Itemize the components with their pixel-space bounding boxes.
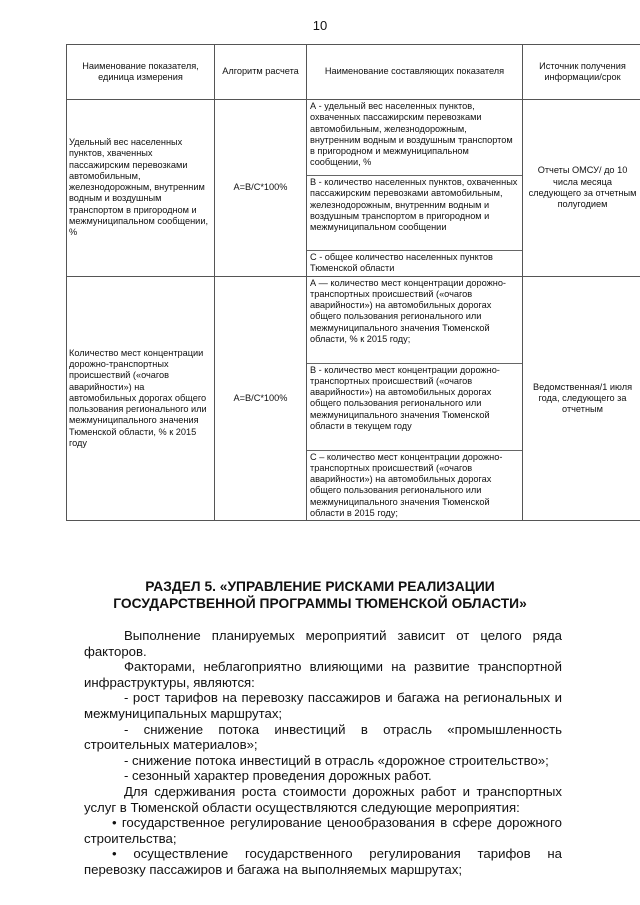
source-cell: Отчеты ОМСУ/ до 10 числа месяца следующего за отчетным полугодием [523,100,640,277]
component-a: А - удельный вес населенных пунктов, охваченных пассажирским перевозками автомобильным, железнодорожным, внутренним водным и воздушным транспортом в пригородном и межмуниципальном сообщении, % [307,100,522,176]
table-header-row [67,45,640,100]
section-title-line-2: ГОСУДАРСТВЕННОЙ ПРОГРАММЫ ТЮМЕНСКОЙ ОБЛАСТИ» [113,596,527,611]
component-a: А — количество мест концентрации дорожно-транспортных происшествий («очагов аварийности») на автомобильных дорогах общего пользования регионального или межмуниципального значения Тюменской области, % к 2015 году; [307,277,522,364]
paragraph: Выполнение планируемых мероприятий зависит от целого ряда факторов. [84,628,562,659]
table-row [67,100,640,277]
list-item: - рост тарифов на перевозку пассажиров и багажа на региональных и межмуниципальных маршрутах; [84,690,562,721]
indicator-name-cell: Количество мест концентрации дорожно-транспортных происшествий («очагов аварийности») на автомобильных дорогах общего пользования регионального или межмуниципального значения Тюменской области, % к 2015 году [67,276,215,521]
component-b: В - количество мест концентрации дорожно-транспортных происшествий («очагов аварийности») на автомобильных дорогах общего пользования регионального или межмуниципального значения Тюменской области в текущем году [307,364,522,451]
paragraph: Факторами, неблагоприятно влияющими на развитие транспортной инфраструктуры, являются: [84,659,562,690]
section-title [80,578,560,612]
list-item: - снижение потока инвестиций в отрасль «дорожное строительство»; [124,752,549,768]
component-c: С - общее количество населенных пунктов Тюменской области [310,252,493,274]
header-algorithm: Алгоритм расчета [215,45,307,100]
list-item: - сезонный характер проведения дорожных работ. [124,768,432,784]
components-cell [307,276,523,521]
list-item: • осуществление государственного регулирования тарифов на перевозку пассажиров и багажа на выполняемых маршрутах; [84,846,562,877]
component-c: С – количество мест концентрации дорожно-транспортных происшествий («очагов аварийности») на автомобильных дорогах общего пользования регионального или межмуниципального значения Тюменской области в 2015 году; [310,451,503,519]
source-cell: Ведомственная/1 июля года, следующего за отчетным [523,276,640,521]
list-item: - снижение потока инвестиций в отрасль «промышленность строительных материалов»; [84,721,562,753]
indicators-table [66,44,640,521]
section-title-line-1: РАЗДЕЛ 5. «УПРАВЛЕНИЕ РИСКАМИ РЕАЛИЗАЦИИ [145,579,495,594]
components-cell [307,100,523,277]
page-number: 10 [312,18,328,33]
section-body [84,628,562,878]
table-row [67,276,640,521]
algorithm-cell: A=B/C*100% [215,276,307,521]
indicator-name-cell: Удельный вес населенных пунктов, хваченных пассажирским перевозками автомобильным, железнодорожным, внутренним водным и воздушным транспортом в пригородном и межмуниципальном сообщении, % [67,100,215,277]
header-indicator-name: Наименование показателя, единица измерения [67,45,215,100]
header-source: Источник получения информации/срок [523,45,640,100]
paragraph: Для сдерживания роста стоимости дорожных работ и транспортных услуг в Тюменской области осуществляются следующие мероприятия: [84,783,562,815]
component-b: В - количество населенных пунктов, охваченных пассажирским перевозками автомобильным, железнодорожным, внутренним водным и воздушным транспортом в пригородном и межмуниципальном сообщении [307,176,522,251]
header-components: Наименование составляющих показателя [307,45,523,100]
list-item: • государственное регулирование ценообразования в сфере дорожного строительства; [84,815,562,846]
algorithm-cell: A=B/C*100% [215,100,307,277]
